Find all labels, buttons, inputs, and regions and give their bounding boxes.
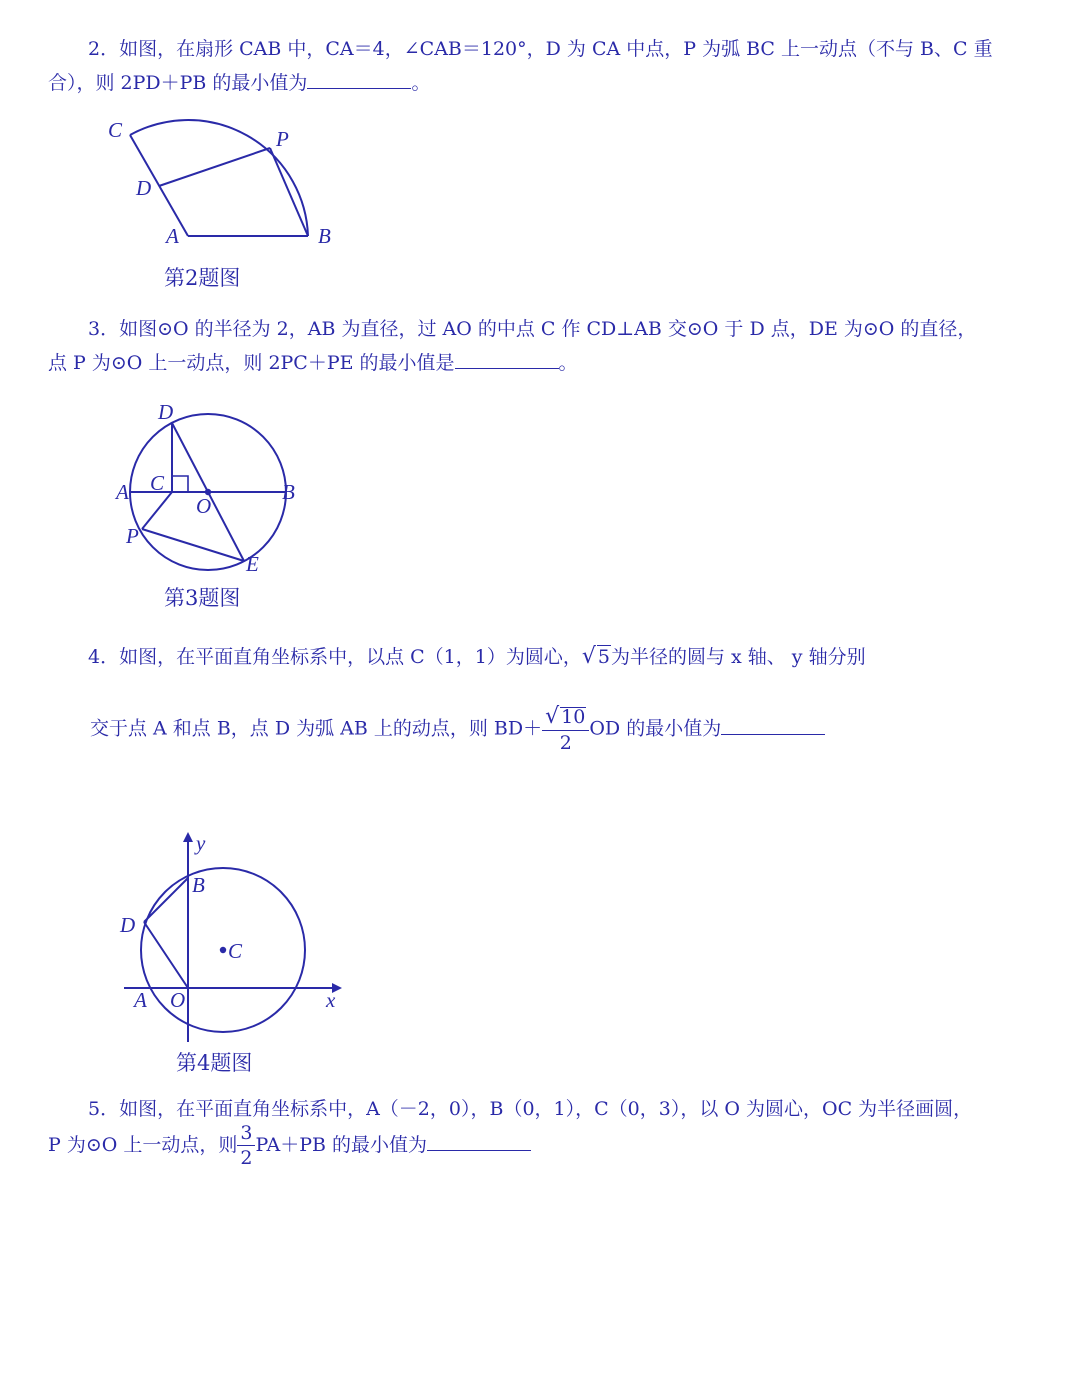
q4-label-y: y [196,831,206,855]
q3-answer-blank[interactable] [455,350,559,369]
q5-frac-den: 2 [240,1147,253,1169]
q3-label-b: B [282,480,295,504]
q3-segment-pc [142,492,172,529]
q3-label-d: D [158,400,174,424]
q4-sqrt5: √ 5 [581,644,610,669]
q5-line2-text-end: PA＋PB 的最小值为 [255,1134,428,1156]
q2-label-c: C [108,118,123,142]
q3-caption: 第3题图 [164,586,241,610]
q4-line2-text: 交于点 A 和点 B，点 D 为弧 AB 上的动点，则 BD＋ [90,717,543,740]
q2-answer-blank[interactable] [307,70,411,89]
q3-line2 [48,348,578,375]
q5-frac-num: 3 [237,1124,255,1146]
q4-line1-text-end: 为半径的圆与 x 轴、 y 轴分别 [610,646,866,668]
q3-label-e: E [246,552,259,576]
q4-line1-text: 4．如图，在平面直角坐标系中，以点 C（1，1）为圆心， [88,646,582,668]
q3-right-angle-mark [172,476,188,492]
q2-line1: 2．如图，在扇形 CAB 中，CA＝4，∠CAB＝120°，D 为 CA 中点，P 为弧 BC 上一动点（不与 B、C 重 [88,38,993,60]
q4-label-x: x [326,988,336,1012]
q4-figure [110,830,350,1060]
q4-center-dot [220,947,226,953]
q4-frac-num: 10 [561,706,586,728]
q2-line2-end: 。 [411,72,431,94]
q4-segment-do [144,922,188,988]
q4-fraction: $\frac{√ 10}{2}$ [542,706,589,753]
q4-label-a: A [134,988,147,1012]
q5-fraction [237,1124,255,1168]
q3-label-o: O [196,494,212,518]
q5-answer-blank[interactable] [427,1132,531,1151]
q3-label-p: P [126,524,139,548]
q4-label-o: O [170,988,186,1012]
q2-figure [100,110,360,270]
q5-line1: 5．如图，在平面直角坐标系中，A（－2，0），B（0，1），C（0，3），以 O 为圆心，OC 为半径画圆， [88,1098,973,1120]
q4-label-d: D [120,913,136,937]
q2-segment-pb [270,148,308,236]
q4-caption: 第4题图 [176,1051,253,1075]
q3-line1: 3．如图⊙O 的半径为 2，AB 为直径，过 AO 的中点 C 作 CD⊥AB 交⊙O 于 D 点，DE 为⊙O 的直径， [88,318,977,340]
q3-figure [110,395,330,585]
q3-line2-end: 。 [558,352,578,374]
q5-line2 [48,1124,531,1168]
q2-label-p: P [276,127,289,151]
q2-line2-text: 合），则 2PD＋PB 的最小值为 [48,72,308,94]
q4-sqrt5-radicand: 5 [597,646,610,668]
q2-caption: 第2题图 [164,266,241,290]
q4-y-arrow [183,832,193,842]
q4-label-b: B [192,873,205,897]
q2-label-a: A [166,224,179,248]
q4-line2 [90,706,825,753]
q2-label-d: D [136,176,152,200]
q4-line2-text-end: OD 的最小值为 [589,717,722,740]
q2-segment-dp [159,148,270,186]
q3-line2-text: 点 P 为⊙O 上一动点，则 2PC＋PE 的最小值是 [48,352,455,374]
q3-label-a: A [116,480,129,504]
q4-segment-db [144,878,188,922]
q2-line2 [48,68,430,95]
q5-line2-text: P 为⊙O 上一动点，则 [48,1134,238,1156]
q4-line1 [88,642,866,669]
q4-label-c: C [228,939,243,963]
q4-frac-den: 2 [559,732,572,754]
q3-label-c: C [150,471,165,495]
q2-label-b: B [318,224,331,248]
q4-answer-blank[interactable] [721,716,825,735]
